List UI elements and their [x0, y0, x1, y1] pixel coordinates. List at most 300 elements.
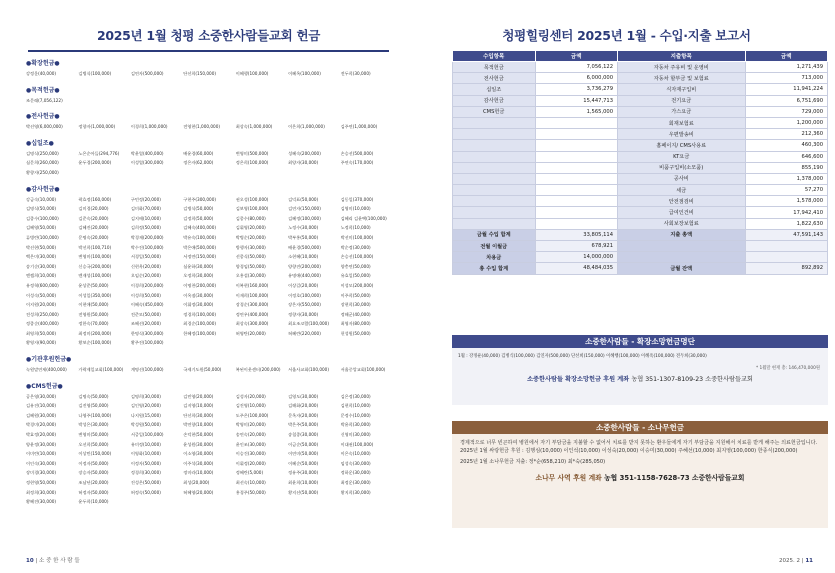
finance-table-header — [453, 51, 828, 62]
donor-entry: 이성숙(50,000) — [26, 292, 57, 298]
donor-entry: 허정자(50,000) — [78, 489, 109, 495]
donor-entry: 이대권(100,000) — [340, 441, 374, 447]
donor-entry: 서경일(50,000) — [130, 254, 161, 260]
expense-item — [618, 252, 746, 263]
expansion-offering-box — [452, 335, 828, 405]
donor-entry: 이지원(20,000) — [26, 302, 57, 308]
finance-row — [453, 129, 828, 140]
income-item — [453, 129, 536, 140]
expense-item: 전기요금 — [618, 95, 746, 106]
expense-amount — [745, 252, 828, 263]
donor-entry: 최정운(30,000) — [340, 480, 371, 485]
pine-offering-spend: 2025년 1월 소나무헌금 지출: 정*순(658,210) 최*숙(285,050) — [460, 459, 606, 466]
finance-row — [453, 84, 828, 95]
section-title: ●목적헌금● — [26, 86, 60, 94]
donor-entry: 윤두경(200,000) — [78, 160, 112, 166]
donor-entry: 유미정(10,000) — [130, 441, 161, 447]
donor-entry: 김병식(100,000) — [78, 71, 112, 76]
donor-entry: 이미란(10,000) — [26, 451, 57, 457]
donor-entry: 황영자(90,000) — [26, 340, 57, 346]
donor-entry: 강정운(40,000) — [26, 71, 57, 76]
donor-entry: 주연숙(170,000) — [340, 160, 374, 166]
donor-entry: 박선영(6,000,000) — [26, 124, 63, 130]
donor-entry: 엔젤희(10,000) — [26, 273, 57, 279]
donor-entry: 이경희(200,000) — [130, 282, 164, 288]
donor-entry: 정향자(1,000,000) — [78, 124, 116, 130]
donor-entry: 변영미(50,000) — [78, 432, 109, 438]
pine-offering-donors: 2025년 1월 싸랑헌금 후원 : 김행심(10,000) 이인석(10,000) 이성숙(20,000) 이승미(30,000) 주혜선(10,000) 최지영(100,000) 한종식(200,000) — [460, 448, 798, 455]
donor-entry: 김은정(30,000) — [340, 393, 371, 399]
right-page-number: 11 — [805, 558, 813, 564]
donor-entry: 정종순(400,000) — [26, 321, 59, 327]
income-item: 감사헌금 — [453, 95, 536, 106]
donor-entry: 강금숙(10,000) — [26, 196, 57, 202]
donor-entry: 김진영(50,000) — [78, 403, 109, 409]
donor-entry: 유명애(440,000) — [288, 273, 321, 279]
donor-entry: 유효일(50,000) — [340, 273, 371, 279]
donor-entry: 이금순(50,000) — [288, 441, 319, 447]
donor-entry: 황지희(30,000) — [340, 489, 371, 495]
donor-entry: 임성숙(30,000) — [340, 460, 371, 466]
donor-entry: 서울사교회(100,000) — [288, 367, 329, 373]
donor-entry: 김주연(1,000,000) — [340, 124, 378, 130]
donor-entry: 이은숙(10,000) — [340, 451, 371, 457]
right-page — [418, 0, 835, 573]
donor-entry: 이복현(160,000) — [235, 282, 269, 288]
expense-item: 안전점검비 — [618, 196, 746, 207]
donor-entry: 김혜정(100,000) — [288, 215, 321, 221]
expense-item: 가스요금 — [618, 106, 746, 117]
donor-entry: 김인영(20,000) — [130, 403, 161, 409]
donor-entry: 한명식(300,000) — [130, 330, 164, 336]
donor-entry: 이휘정(20,000) — [235, 460, 266, 466]
donor-entry: 이혜순(50,000) — [288, 460, 319, 466]
donor-entry: 정향자(30,000) — [288, 311, 319, 317]
income-item — [453, 185, 536, 196]
donor-entry: 양충연(50,000) — [340, 263, 371, 269]
donor-entry: 최정미(200,000) — [78, 330, 112, 336]
donor-entry: 김병식(50,000) — [183, 206, 214, 212]
income-amount — [535, 196, 618, 207]
donor-entry: 김지영(10,000) — [183, 403, 214, 409]
donor-entry: 박선현(50,000) — [26, 244, 57, 250]
header-expense-item: 지출항목 — [618, 51, 746, 62]
donor-entry: 노정수(30,000) — [288, 225, 319, 231]
donor-entry: 조남년(20,000) — [78, 480, 109, 485]
donor-entry: 이인숙(30,000) — [26, 460, 57, 466]
donor-entry: 정해군(40,000) — [340, 311, 371, 317]
donor-entry: 박경재(200,000) — [130, 234, 164, 240]
donor-entry: 전성희(250,000) — [26, 311, 59, 317]
donor-entry: 장승자(50,000) — [78, 470, 109, 476]
section-title: ●십일조● — [26, 139, 54, 147]
donor-entry: 박효정(20,000) — [26, 432, 57, 438]
summary-row — [453, 229, 828, 240]
expense-amount: 1,578,000 — [745, 196, 828, 207]
donor-entry: 김미화(70,000) — [130, 206, 161, 212]
pine-offering-content — [452, 434, 828, 472]
donor-entry: 김연자(500,000) — [130, 71, 164, 76]
donor-entry: 이은희(1,000,000) — [288, 124, 325, 130]
right-footer: 2025. 2 | 11 — [778, 558, 813, 564]
donor-entry: 김영미(10,000) — [340, 206, 371, 212]
donor-entry: 권오성(100,000) — [235, 196, 269, 202]
expansion-account-label: 소중한사람들 확장소망헌금 후원 계좌 — [527, 376, 630, 383]
income-amount — [535, 140, 618, 151]
income-item — [453, 196, 536, 207]
income-amount: 15,447,713 — [535, 95, 618, 106]
expense-amount: 713,000 — [745, 73, 828, 84]
donor-entry: 정경희(30,000) — [130, 470, 161, 476]
donor-entry: 박은애(500,000) — [183, 244, 217, 250]
header-income-amount: 금액 — [535, 51, 618, 62]
donor-entry: 국제기도원(50,000) — [183, 367, 222, 373]
expense-item — [618, 241, 746, 252]
donor-entry: 문옥자(20,000) — [288, 412, 319, 418]
donor-entry: 최윤희(10,000) — [288, 480, 319, 485]
left-footer: 10 | 소 중 한 사 람 들 — [26, 558, 80, 564]
donor-entry: 윤두희(10,000) — [78, 499, 109, 505]
expense-amount: 47,591,143 — [745, 229, 828, 240]
donor-entry: 장미경(30,000) — [26, 470, 57, 476]
section-title: ●감사헌금● — [26, 185, 60, 193]
donor-entry: 박선미(100,000) — [340, 234, 374, 240]
left-page-number: 10 — [26, 558, 34, 564]
donor-entry: 김종수(100,000) — [26, 215, 59, 221]
donor-entry: 황주진(100,000) — [130, 340, 164, 346]
donor-entry: 최상숙(300,000) — [235, 321, 269, 327]
donor-entry: 김덕표(50,000) — [288, 196, 319, 202]
donor-entry: 윤상준(50,000) — [78, 282, 109, 288]
donor-entry: 손승선(500,000) — [340, 150, 374, 156]
income-amount: 3,736,279 — [535, 84, 618, 95]
income-amount: 1,565,000 — [535, 106, 618, 117]
donor-entry: 송기순(30,000) — [26, 263, 57, 269]
expense-amount: 1,822,630 — [745, 218, 828, 229]
donor-entry: 오정희(30,000) — [183, 273, 214, 279]
donor-entry: 선종식(50,000) — [235, 254, 266, 260]
donor-entry: 최성(20,000) — [183, 480, 210, 485]
right-page-title: 청평힐링센터 2025년 1월 - 수입·지출 보고서 — [502, 28, 751, 43]
donor-entry: 박성원(50,000) — [130, 422, 161, 428]
donor-entry: 박윤열(400,000) — [130, 150, 164, 156]
donor-entry: 박수진(100,000) — [130, 244, 164, 250]
donor-entry: 김동일(370,000) — [340, 196, 374, 202]
income-amount — [535, 207, 618, 218]
donor-entry: 정혜란(5,000) — [235, 470, 264, 476]
donor-entry: 정은자(62,000) — [183, 160, 214, 166]
donor-entry: 구현주(300,000) — [183, 196, 217, 202]
pine-offering-title: 소중한사람들 - 소나무헌금 — [452, 421, 828, 434]
donor-entry: 박순정(30,000) — [340, 244, 371, 250]
expense-amount: 646,600 — [745, 151, 828, 162]
donor-entry: 이재희(100,000) — [235, 292, 269, 298]
donor-entry: 곽효정(160,000) — [78, 196, 112, 202]
income-amount — [535, 173, 618, 184]
expense-item: 세금 — [618, 185, 746, 196]
donor-entry: 김성자(20,000) — [235, 393, 266, 399]
donor-entry: 양경임(50,000) — [235, 263, 266, 269]
pine-account-number: 농협 351-1158-7628-73 소중한사람들교회 — [604, 473, 745, 482]
left-page-title: 2025년 1월 청평 소중한사람들교회 헌금 — [96, 28, 321, 43]
donor-entry: 김현희(10,000) — [340, 403, 371, 409]
donor-list — [26, 366, 391, 375]
donor-entry: 김미경(20,000) — [78, 206, 109, 212]
donor-entry: 이정자(50,000) — [130, 460, 161, 466]
donor-entry: 심윤하(30,000) — [183, 263, 214, 269]
donor-entry: 김혜리 김윤택(100,000) — [340, 215, 387, 221]
expense-amount: 1,378,000 — [745, 173, 828, 184]
donor-entry: 황보순(100,000) — [78, 340, 112, 346]
donor-entry: 정경희(100,000) — [183, 311, 217, 317]
expense-item: 우편발송비 — [618, 129, 746, 140]
donor-entry: 백은미(30,000) — [26, 254, 57, 260]
donor-list — [26, 150, 391, 178]
donor-entry: 계명선(100,000) — [130, 367, 164, 373]
expense-item: 사회보장보험료 — [618, 218, 746, 229]
income-amount: 678,921 — [535, 241, 618, 252]
donor-entry: 진성은(50,000) — [130, 480, 161, 485]
donor-entry: 최영자(80,000) — [340, 321, 371, 327]
donor-entry: 단선희(150,000) — [183, 71, 217, 76]
income-amount — [535, 162, 618, 173]
donor-entry: 최선숙(10,000) — [235, 480, 266, 485]
income-amount — [535, 185, 618, 196]
donor-entry: 김연자(150,000) — [288, 206, 321, 212]
expense-amount: 57,270 — [745, 185, 828, 196]
income-item: 금월 수입 합계 — [453, 229, 536, 240]
expense-amount: 212,360 — [745, 129, 828, 140]
donor-entry: 허혜영(20,000) — [183, 489, 214, 495]
donor-entry: 성혜숙(200,000) — [288, 150, 321, 156]
income-amount: 33,805,114 — [535, 229, 618, 240]
income-amount: 7,056,122 — [535, 62, 618, 73]
expansion-offering-list: 1월 : 강정운(40,000) 김병식(100,000) 김연자(500,000) 단선희(150,000) 이혜행(100,000) 이혜옥(100,000) 전두희(30,000) — [458, 354, 707, 359]
offering-sections — [0, 58, 417, 507]
donor-entry: 오홍섭(30,000) — [235, 273, 266, 279]
income-item: 십일조 — [453, 84, 536, 95]
donor-list — [26, 393, 391, 507]
finance-table — [452, 50, 828, 275]
income-amount — [535, 218, 618, 229]
income-amount — [535, 129, 618, 140]
header-expense-amount: 금액 — [745, 51, 828, 62]
section-title: ●기관후원헌금● — [26, 356, 72, 364]
donor-entry: 홍경주(50,000) — [235, 489, 266, 495]
income-item: 전사헌금 — [453, 73, 536, 84]
donor-entry: 전두희(30,000) — [340, 71, 371, 76]
donor-entry: 황향자(250,000) — [26, 169, 59, 175]
donor-entry: 윤성원(30,000) — [183, 441, 214, 447]
donor-entry: 이주석(30,000) — [183, 460, 214, 466]
donor-entry: 김정희(50,000) — [183, 215, 214, 221]
donor-entry: 양윤정(30,000) — [26, 441, 57, 447]
donor-entry: 이현애(50,000) — [78, 302, 109, 308]
expense-amount: 729,000 — [745, 106, 828, 117]
expansion-account — [452, 374, 828, 383]
donor-entry: 이성일(350,000) — [78, 292, 112, 298]
donor-entry: 소현혜(10,000) — [288, 254, 319, 260]
summary-row — [453, 241, 828, 252]
donor-entry: 나지원(15,000) — [130, 412, 161, 418]
donor-entry: 이연미(50,000) — [288, 451, 319, 457]
pine-account — [452, 472, 828, 482]
expense-item: 공사비 — [618, 173, 746, 184]
expense-item: KT요금 — [618, 151, 746, 162]
donor-entry: 박은주(50,000) — [288, 422, 319, 428]
donor-entry: 김보영(100,000) — [235, 206, 269, 212]
donor-entry: 서정연(150,000) — [183, 254, 217, 260]
donor-entry: 심문희(260,000) — [26, 160, 59, 166]
donor-entry: 오임순(20,000) — [130, 273, 161, 279]
donor-entry: 유정혁(600,000) — [26, 282, 59, 288]
title-divider — [28, 50, 389, 52]
donor-entry: 김혜영(50,000) — [26, 225, 57, 231]
donor-entry: 김혜진(20,000) — [78, 225, 109, 231]
finance-row — [453, 207, 828, 218]
income-amount: 14,000,000 — [535, 252, 618, 263]
donor-entry: 김지애(10,000) — [130, 215, 161, 221]
finance-row — [453, 73, 828, 84]
donor-entry: 배윤경(500,000) — [288, 244, 321, 250]
donor-entry: 변영미(100,000) — [78, 254, 112, 260]
finance-row — [453, 196, 828, 207]
donor-list — [26, 196, 391, 349]
donor-entry: 이성열(300,000) — [130, 160, 164, 166]
income-item — [453, 151, 536, 162]
expense-item: 비품구입비(소모품) — [618, 162, 746, 173]
expense-amount: 460,300 — [745, 140, 828, 151]
donor-entry: 박경미(20,000) — [26, 422, 57, 428]
income-item — [453, 218, 536, 229]
expense-amount: 11,941,224 — [745, 84, 828, 95]
donor-entry: 이정자(50,000) — [78, 460, 109, 466]
donor-entry: 노정희(10,000) — [340, 225, 371, 231]
donor-entry: 문명숙(20,000) — [78, 234, 109, 240]
donor-entry: 정유주(30,000) — [288, 470, 319, 476]
expense-item: 지출 총액 — [618, 229, 746, 240]
donor-list — [26, 70, 391, 79]
donor-entry: 김휘영(20,000) — [235, 225, 266, 231]
donor-entry: 윤인조(30,000) — [235, 441, 266, 447]
donor-entry: 박유숙(100,000) — [183, 234, 217, 240]
donor-entry: 이성희(50,000) — [130, 292, 161, 298]
income-item: CMS헌금 — [453, 106, 536, 117]
donor-entry: 김유진(10,000) — [26, 403, 57, 409]
donor-entry: 류병란(100,000) — [26, 234, 59, 240]
donor-entry: 전준모(50,000) — [130, 311, 161, 317]
donor-entry: 배윤경(60,000) — [183, 150, 214, 156]
finance-row — [453, 117, 828, 128]
pine-offering-box — [452, 421, 828, 528]
expense-amount: 6,751,690 — [745, 95, 828, 106]
pine-account-label: 소나무 사역 후원 계좌 — [535, 473, 602, 482]
finance-row — [453, 185, 828, 196]
income-item — [453, 173, 536, 184]
expense-amount: 1,200,000 — [745, 117, 828, 128]
donor-entry: 정한숙(70,000) — [78, 321, 109, 327]
income-item: 목적헌금 — [453, 62, 536, 73]
donor-entry: 조문래(7,056,122) — [26, 97, 63, 103]
donor-entry: 이정호(100,000) — [288, 292, 321, 298]
donor-entry: 복된이웃센터(200,000) — [235, 367, 281, 373]
expense-item: 급여인건비 — [618, 207, 746, 218]
donor-entry: 헌성원(50,000) — [340, 330, 371, 336]
donor-entry: 이성모(200,000) — [340, 282, 374, 288]
donor-entry: 황혜진(30,000) — [26, 499, 57, 505]
expense-amount — [745, 241, 828, 252]
income-amount — [535, 151, 618, 162]
donor-list — [26, 97, 391, 106]
donor-entry: 박병순(20,000) — [235, 234, 266, 240]
expense-item: 식자재구입비 — [618, 84, 746, 95]
donor-entry: 방행자(30,000) — [235, 244, 266, 250]
donor-entry: 정하운(30,000) — [340, 470, 371, 476]
donor-entry: 김혜숙(400,000) — [183, 225, 217, 231]
donor-entry: 한혜정(100,000) — [183, 330, 217, 336]
donor-entry: 김진영(10,000) — [235, 403, 266, 409]
donor-entry: 최정희(30,000) — [26, 489, 57, 495]
expense-item: 회재보험료 — [618, 117, 746, 128]
donor-entry: 도주은(100,000) — [235, 412, 269, 418]
income-item — [453, 207, 536, 218]
expense-amount: 855,190 — [745, 162, 828, 173]
donor-entry: 황지선(50,000) — [288, 489, 319, 495]
summary-row — [453, 252, 828, 263]
right-footer-date: 2025. 2 — [778, 558, 800, 564]
income-amount: 6,000,000 — [535, 73, 618, 84]
finance-row — [453, 218, 828, 229]
donor-entry: 허영탄(20,000) — [235, 330, 266, 336]
income-item — [453, 140, 536, 151]
donor-entry: 이혜옥(100,000) — [288, 71, 321, 76]
donor-entry: 양향진(200,000) — [288, 263, 321, 269]
donor-entry: 김영도(30,000) — [288, 393, 319, 399]
donor-entry: 서증일(100,000) — [130, 432, 164, 438]
donor-entry: 녹원말연제(400,000) — [26, 367, 67, 373]
donor-entry: 전영현(1,000,000) — [183, 124, 220, 130]
donor-entry: 전영원(50,000) — [78, 311, 109, 317]
expense-item: 자동차 주유비 및 운영비 — [618, 62, 746, 73]
finance-row — [453, 106, 828, 117]
donor-entry: 박연향(10,000) — [183, 422, 214, 428]
donor-entry: 이옥점(30,000) — [183, 292, 214, 298]
donor-entry: 신현옥(20,000) — [130, 263, 161, 269]
income-item — [453, 162, 536, 173]
donor-entry: 이소영(30,000) — [183, 451, 214, 457]
donor-entry: 김명식(50,000) — [26, 206, 57, 212]
donor-entry: 허정숙(50,000) — [130, 489, 161, 495]
finance-row — [453, 95, 828, 106]
donor-entry: 이경희(1,000,000) — [130, 124, 168, 130]
donor-list — [26, 123, 391, 132]
donor-entry: 신영미(30,000) — [340, 432, 371, 438]
expense-amount: 1,271,439 — [745, 62, 828, 73]
section-title: ●전사헌금● — [26, 113, 60, 121]
finance-row — [453, 173, 828, 184]
donor-entry: 박영미(20,000) — [235, 422, 266, 428]
donor-entry: 이주희(50,000) — [340, 292, 371, 298]
left-page — [0, 0, 417, 573]
donor-entry: 김명숙(50,000) — [78, 393, 109, 399]
donor-entry: 단선희(30,000) — [183, 412, 214, 418]
income-item: 전월 이월금 — [453, 241, 536, 252]
expense-amount: 17,942,410 — [745, 207, 828, 218]
donor-entry: 이상민(150,000) — [78, 451, 112, 457]
donor-entry: 최양자(30,000) — [288, 160, 319, 166]
donor-entry: 송연숙(20,000) — [235, 432, 266, 438]
donor-entry: 장경순(300,000) — [235, 302, 269, 308]
